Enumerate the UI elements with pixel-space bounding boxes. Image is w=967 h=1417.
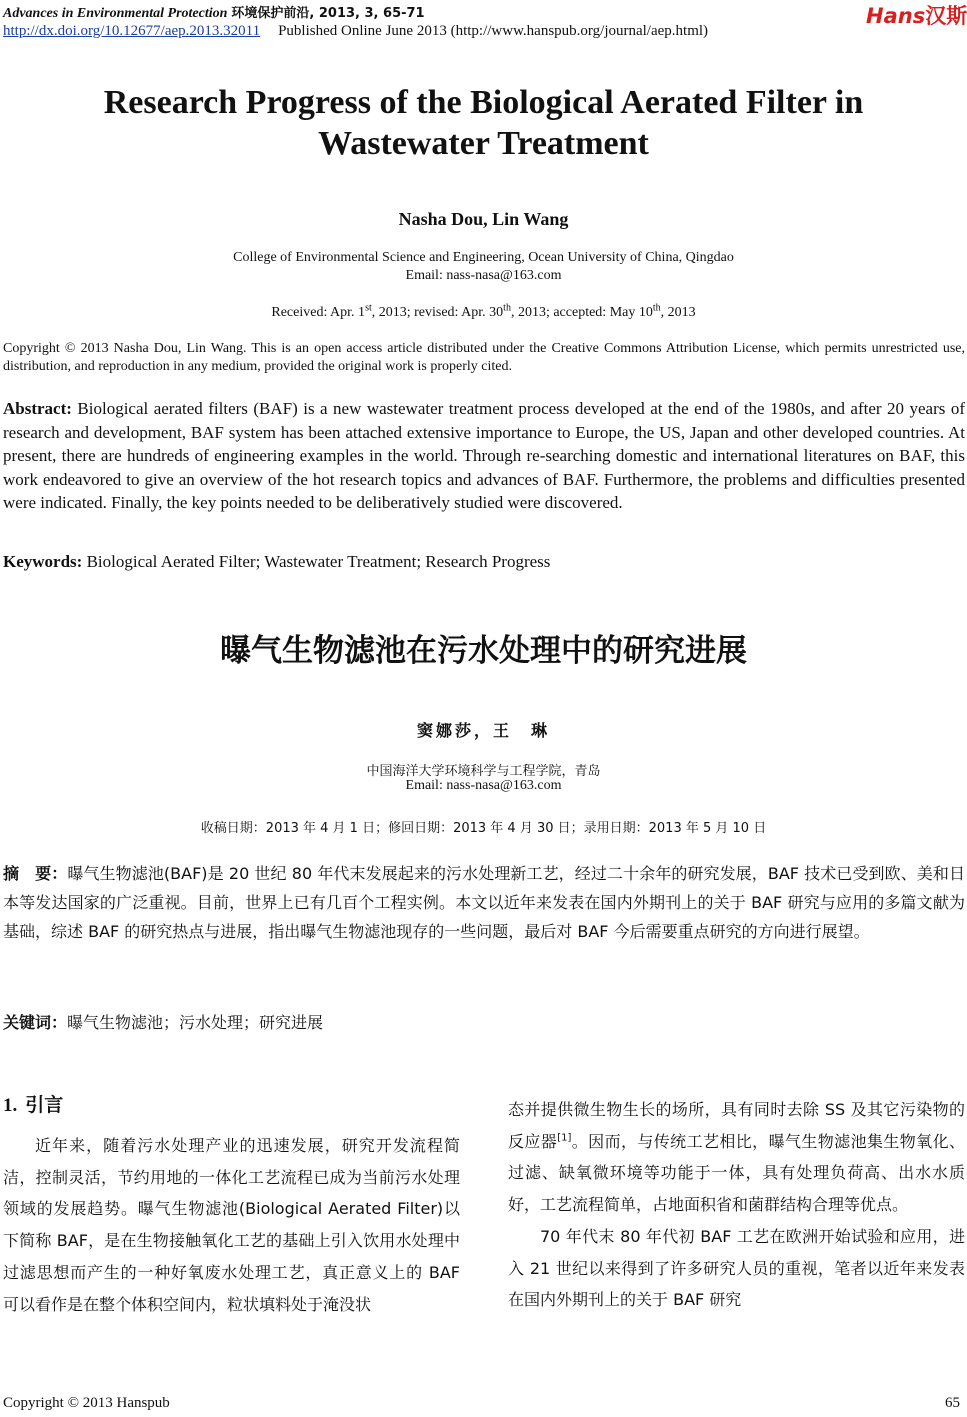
received-dates-en: Received: Apr. 1st, 2013; revised: Apr. 30th, 2013; accepted: May 10th, 2013	[271, 302, 696, 320]
abstract-zh	[3, 859, 965, 946]
body-column-right	[508, 1094, 965, 1316]
abstract-text-zh: 曝气生物滤池(BAF)是 20 世纪 80 年代末发展起来的污水处理新工艺，经过二十余年的研究发展，BAF 技术已受到欧、美和日本等发达国家的广泛重视。目前，世界上已有几百个工程实例。本文以近年来发表在国内外期刊上的关于 BAF 研究与应用的多篇文献为基础，综述 BAF 的研究热点与进展，指出曝气生物滤池现存的一些问题，最后对 BAF 今后需要重点研究的方向进行展望。	[3, 864, 965, 941]
abstract-label-zh: 摘 要：	[3, 864, 68, 883]
page-number: 65	[945, 1395, 960, 1411]
logo-text-zh: 汉斯	[925, 4, 967, 28]
abstract-text-en: Biological aerated filters (BAF) is a new wastewater treatment process developed at the end of the 1980s, and after 20 years of research and development, BAF system has been attached extensive importance to Europe, the US, Japan and other developed countries. At present, there are hundreds of engineering examples in the world. Through re-searching domestic and international literatures on BAF, this work endeavored to give an overview of the hot research topics and advances of BAF. Furthermore, the problems and difficulties presented were indicated. Finally, the key points needed to be deliberatively studied were discovered.	[3, 399, 965, 512]
citation-ref[interactable]: [1]	[557, 1132, 572, 1144]
hans-logo	[866, 0, 967, 28]
keywords-en	[3, 552, 965, 572]
keywords-label-zh: 关键词：	[3, 1013, 68, 1032]
body-paragraph: 近年来，随着污水处理产业的迅速发展，研究开发流程简洁，控制灵活，节约用地的一体化工艺流程已成为当前污水处理领域的发展趋势。曝气生物滤池(Biological Aerated Filter)以下简称 BAF，是在生物接触氧化工艺的基础上引入饮用水处理中过滤思想而产生的一种好氧废水处理工艺，真正意义上的 BAF 可以看作是在整个体积空间内，粒状填料处于淹没状	[3, 1136, 460, 1314]
email-en: Email: nass-nasa@163.com	[405, 268, 562, 283]
section-number: 1.	[3, 1095, 18, 1116]
journal-name-zh: 环境保护前沿, 2013, 3, 65-71	[231, 6, 425, 21]
section-title: 引言	[25, 1094, 64, 1116]
title-en-line1: Research Progress of the Biological Aerated Filter in	[103, 84, 864, 121]
journal-header	[3, 2, 425, 22]
received-dates-zh: 收稿日期：2013 年 4 月 1 日；修回日期：2013 年 4 月 30 日；录用日期：2013 年 5 月 10 日	[200, 821, 767, 836]
doi-line	[3, 23, 708, 40]
authors-en: Nasha Dou, Lin Wang	[398, 209, 569, 229]
paper-title-zh: 曝气生物滤池在污水处理中的研究进展	[220, 633, 747, 669]
keywords-text-en: Biological Aerated Filter; Wastewater Treatment; Research Progress	[86, 552, 551, 571]
section-heading	[3, 1090, 63, 1117]
footer-copyright: Copyright © 2013 Hanspub	[3, 1395, 170, 1411]
logo-text-en: Hans	[866, 4, 926, 28]
email-zh: Email: nass-nasa@163.com	[405, 778, 562, 793]
title-en-line2: Wastewater Treatment	[318, 125, 649, 162]
abstract-label-en: Abstract:	[3, 399, 72, 418]
journal-name-en: Advances in Environmental Protection	[3, 6, 228, 21]
paper-title-en	[0, 82, 967, 164]
abstract-en	[3, 397, 965, 515]
keywords-label-en: Keywords:	[3, 552, 83, 571]
body-column-left	[3, 1130, 460, 1320]
doi-link[interactable]: http://dx.doi.org/10.12677/aep.2013.32011	[3, 23, 261, 39]
affiliation-en: College of Environmental Science and Engineering, Ocean University of China, Qingdao	[233, 250, 734, 265]
body-paragraph: 70 年代末 80 年代初 BAF 工艺在欧洲开始试验和应用，进入 21 世纪以来得到了许多研究人员的重视，笔者以近年来发表在国内外期刊上的关于 BAF 研究	[508, 1226, 965, 1310]
affiliation-zh: 中国海洋大学环境科学与工程学院，青岛	[366, 764, 601, 779]
authors-zh: 窦娜莎，王 琳	[416, 721, 550, 740]
keywords-zh	[3, 1010, 965, 1033]
copyright-notice: Copyright © 2013 Nasha Dou, Lin Wang. This is an open access article distributed under the Creative Commons Attribution License, which permits unrestricted use, distribution, and reproduction in any medium, provided the original work is properly cited.	[3, 341, 965, 374]
body-paragraph: 态并提供微生物生长的场所，具有同时去除 SS 及其它污染物的反应器[1]。因而，与传统工艺相比，曝气生物滤池集生物氧化、过滤、缺氧微环境等功能于一体，具有处理负荷高、出水水质好，工艺流程简单，占地面积省和菌群结构合理等优点。	[508, 1100, 965, 1215]
keywords-text-zh: 曝气生物滤池；污水处理；研究进展	[67, 1013, 324, 1032]
published-online: Published Online June 2013 (http://www.hanspub.org/journal/aep.html)	[278, 23, 709, 39]
